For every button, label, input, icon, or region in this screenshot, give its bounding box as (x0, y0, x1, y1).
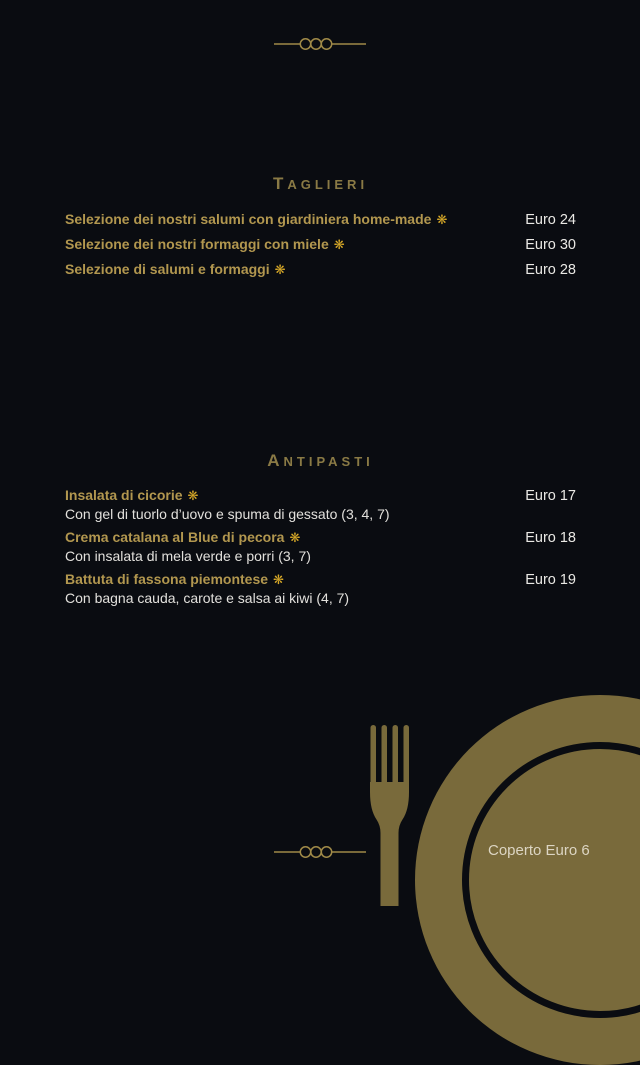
frozen-asterisk-icon: ❋ (274, 262, 286, 277)
item-name-text: Selezione dei nostri formaggi con miele (65, 236, 329, 252)
menu-row (65, 232, 576, 257)
menu-row (65, 528, 576, 547)
item-price: Euro 24 (525, 212, 576, 228)
item-name-text: Crema catalana al Blue di pecora (65, 529, 285, 545)
frozen-asterisk-icon: ❋ (436, 212, 448, 227)
menu-block (65, 570, 576, 607)
plate-rim-ring (462, 742, 640, 1018)
item-price: Euro 18 (525, 530, 576, 546)
item-name-text: Selezione dei nostri salumi con giardiniera home-made (65, 211, 432, 227)
frozen-asterisk-icon: ❋ (289, 530, 301, 545)
section-taglieri (65, 175, 576, 282)
menu-row (65, 257, 576, 282)
item-name (65, 207, 447, 232)
menu-row (65, 486, 576, 505)
menu-block (65, 528, 576, 565)
fork-icon (366, 716, 410, 906)
item-name-text: Selezione di salumi e formaggi (65, 261, 270, 277)
item-price: Euro 28 (525, 262, 576, 278)
antipasti-items (65, 486, 576, 607)
item-name (65, 570, 284, 589)
item-name (65, 486, 198, 505)
item-name-text: Insalata di cicorie (65, 487, 183, 503)
item-price: Euro 19 (525, 572, 576, 588)
knot-divider-top-icon (274, 37, 366, 51)
menu-row (65, 570, 576, 589)
item-name-text: Battuta di fassona piemontese (65, 571, 269, 587)
coperto-note: Coperto Euro 6 (488, 842, 590, 859)
frozen-asterisk-icon: ❋ (333, 237, 345, 252)
menu-block (65, 486, 576, 523)
item-name (65, 232, 345, 257)
plate-icon (415, 695, 640, 1065)
item-description: Con bagna cauda, carote e salsa ai kiwi (4, 7) (65, 590, 350, 606)
frozen-asterisk-icon: ❋ (187, 488, 199, 503)
item-price: Euro 30 (525, 237, 576, 253)
section-antipasti (65, 452, 576, 612)
frozen-asterisk-icon: ❋ (273, 572, 284, 587)
item-name (65, 257, 286, 282)
section-title-taglieri: TAGLIERI (272, 174, 369, 193)
item-description: Con gel di tuorlo d’uovo e spuma di gessato (3, 4, 7) (65, 506, 390, 522)
item-price: Euro 17 (525, 488, 576, 504)
item-description: Con insalata di mela verde e porri (3, 7) (65, 548, 311, 564)
menu-row (65, 207, 576, 232)
section-title-antipasti: ANTIPASTI (267, 451, 374, 470)
item-name (65, 528, 300, 547)
knot-divider-bottom-icon (274, 845, 366, 859)
taglieri-items (65, 207, 576, 282)
